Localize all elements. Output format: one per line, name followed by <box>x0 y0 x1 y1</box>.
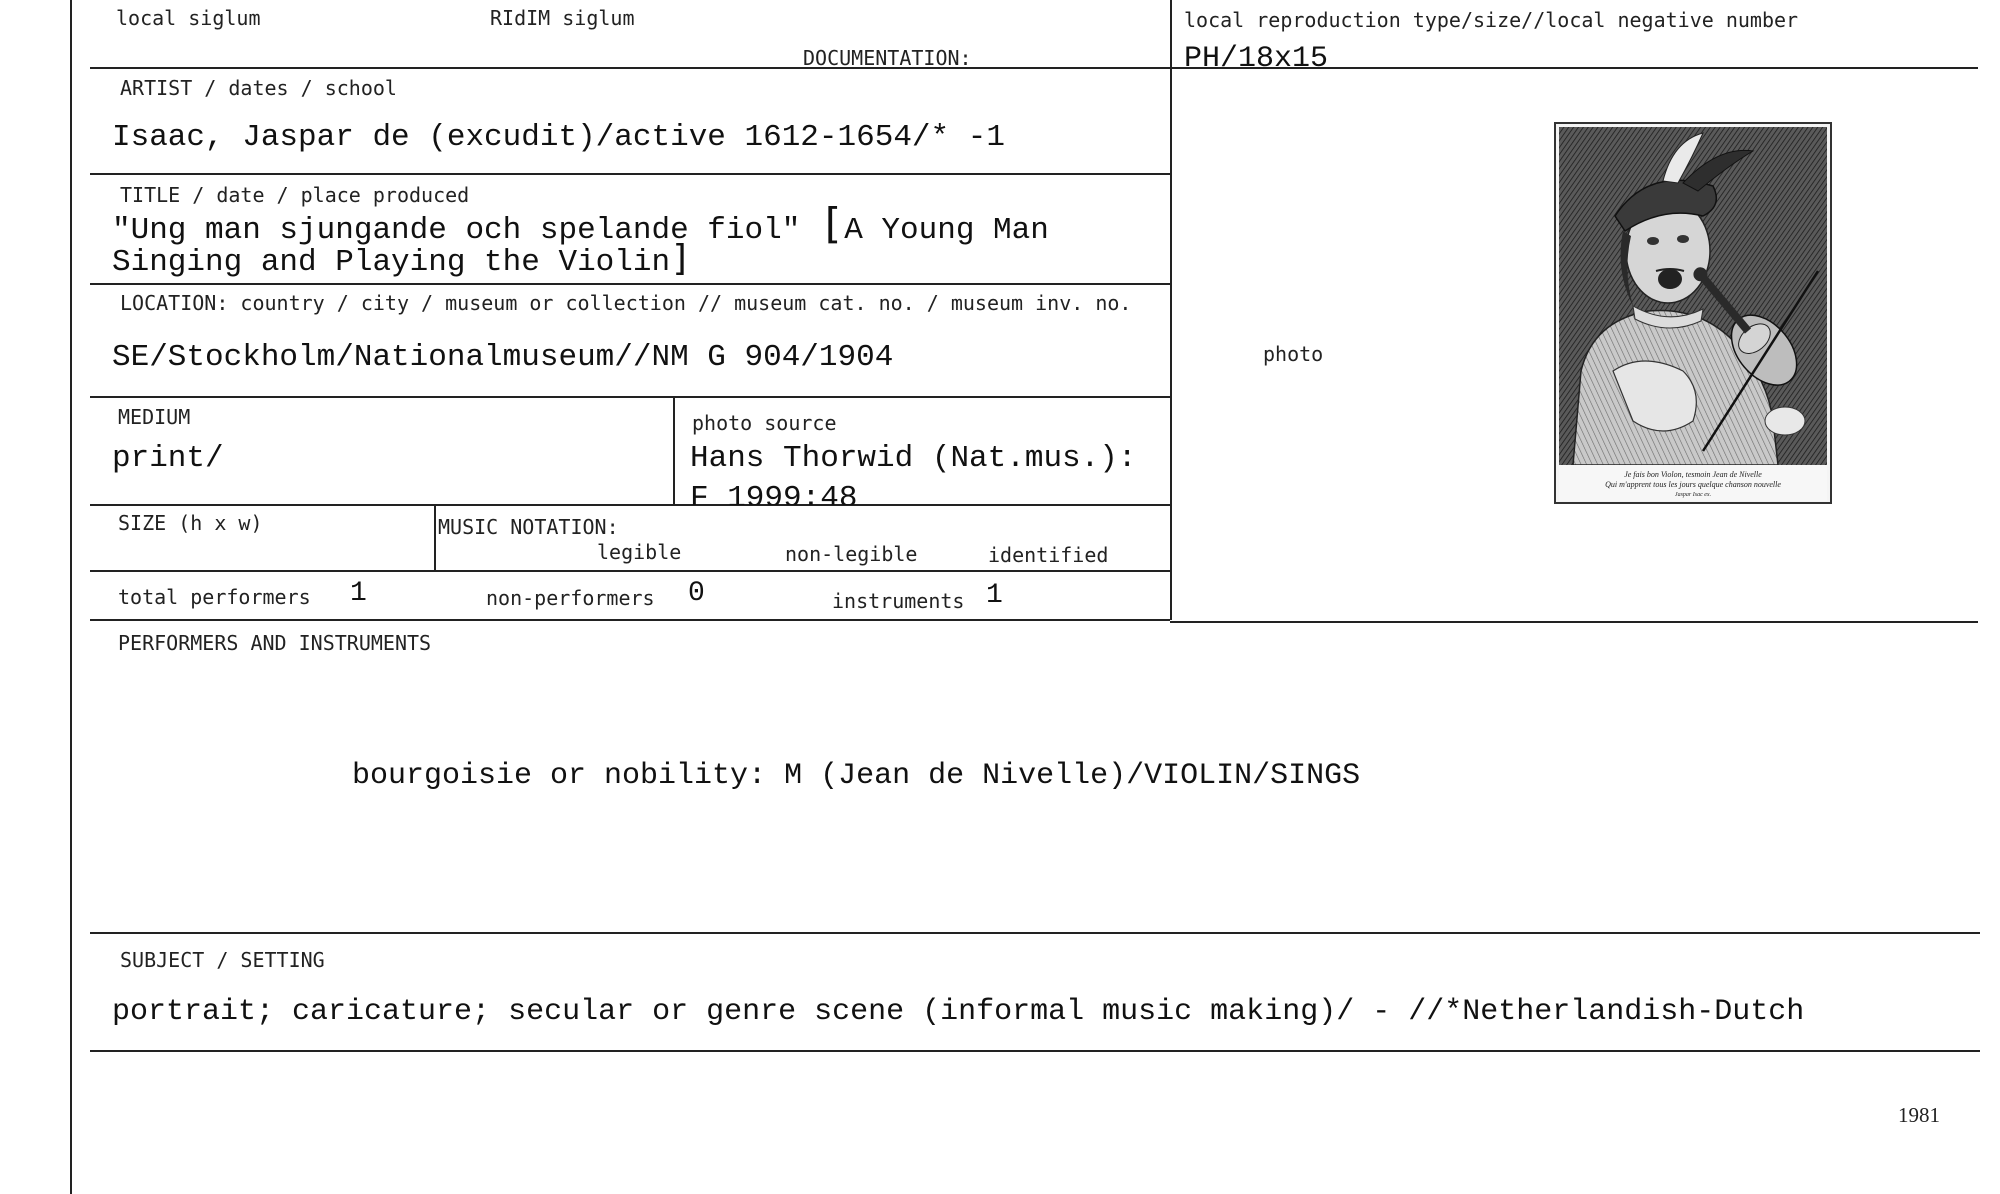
title-bracket-close: ] <box>670 238 692 279</box>
non-performers-value: 0 <box>688 578 705 609</box>
center-divider <box>1170 0 1172 620</box>
photo-caption-line-2: Qui m'apprent tous les jours quelque chanson nouvelle <box>1605 480 1781 489</box>
non-legible-label: non-legible <box>785 542 918 566</box>
photo-source-label: photo source <box>692 411 837 435</box>
non-performers-label: non-performers <box>486 586 655 610</box>
counts-rule-right <box>1170 621 1978 623</box>
photo-source-line-1: Hans Thorwid (Nat.mus.): <box>690 441 1137 476</box>
engraving-image <box>1553 121 1833 505</box>
instruments-label: instruments <box>832 589 965 613</box>
photo-caption-line-1: Je fais bon Violon, tesmoin Jean de Nivelle <box>1624 470 1762 479</box>
subject-rule <box>90 1050 1980 1052</box>
photo-caption-line-3: Jaspar Isac ex. <box>1674 492 1712 498</box>
total-performers-value: 1 <box>350 578 367 609</box>
header-rule <box>90 67 1170 69</box>
size-divider <box>434 505 436 570</box>
ridim-siglum-label: RIdIM siglum <box>490 6 635 30</box>
title-line-2 <box>112 238 692 280</box>
title-label: TITLE / date / place produced <box>120 183 470 207</box>
title-rule <box>90 283 1170 285</box>
performers-rule <box>90 932 1980 934</box>
medium-rule <box>90 504 1170 506</box>
left-margin-line <box>70 0 72 1194</box>
title-bracket-open: [ <box>818 199 845 248</box>
title-original: "Ung man sjungande och spelande fiol" <box>112 213 819 248</box>
year-stamp: 1981 <box>1898 1103 1940 1127</box>
artist-value: Isaac, Jaspar de (excudit)/active 1612-1654/* -1 <box>112 120 1005 155</box>
legible-label: legible <box>597 540 682 564</box>
counts-rule <box>90 619 1170 621</box>
medium-label: MEDIUM <box>118 405 191 429</box>
size-label: SIZE (h x w) <box>118 511 263 535</box>
engraving-photo <box>1553 121 1833 505</box>
reproduction-value: PH/18x15 <box>1184 42 1329 76</box>
location-value: SE/Stockholm/Nationalmuseum//NM G 904/1904 <box>112 340 894 375</box>
subject-label: SUBJECT / SETTING <box>120 948 325 972</box>
medium-divider <box>673 397 675 504</box>
performers-label: PERFORMERS AND INSTRUMENTS <box>118 631 432 655</box>
artist-rule <box>90 173 1170 175</box>
identified-label: identified <box>988 543 1109 567</box>
artist-label: ARTIST / dates / school <box>120 76 397 100</box>
music-notation-label: MUSIC NOTATION: <box>438 515 619 539</box>
title-translation-start: A Young Man <box>844 213 1049 248</box>
medium-value: print/ <box>112 441 224 476</box>
instruments-value: 1 <box>986 580 1003 611</box>
total-performers-label: total performers <box>118 585 311 609</box>
photo-label: photo <box>1263 342 1324 366</box>
location-label: LOCATION: country / city / museum or collection // museum cat. no. / museum inv. no. <box>120 291 1132 315</box>
title-translation-end: Singing and Playing the Violin <box>112 245 671 280</box>
photo-source-line-2: F 1999:48 <box>690 481 858 505</box>
reproduction-label: local reproduction type/size//local negative number <box>1184 8 1799 32</box>
subject-value: portrait; caricature; secular or genre scene (informal music making)/ - //*Netherlandish-Dutch <box>112 995 1805 1029</box>
performers-value: bourgoisie or nobility: M (Jean de Nivelle)/VIOLIN/SINGS <box>352 759 1361 793</box>
location-rule <box>90 396 1170 398</box>
documentation-label: DOCUMENTATION: <box>803 46 972 70</box>
local-siglum-label: local siglum <box>116 6 261 30</box>
size-rule <box>90 570 1170 572</box>
